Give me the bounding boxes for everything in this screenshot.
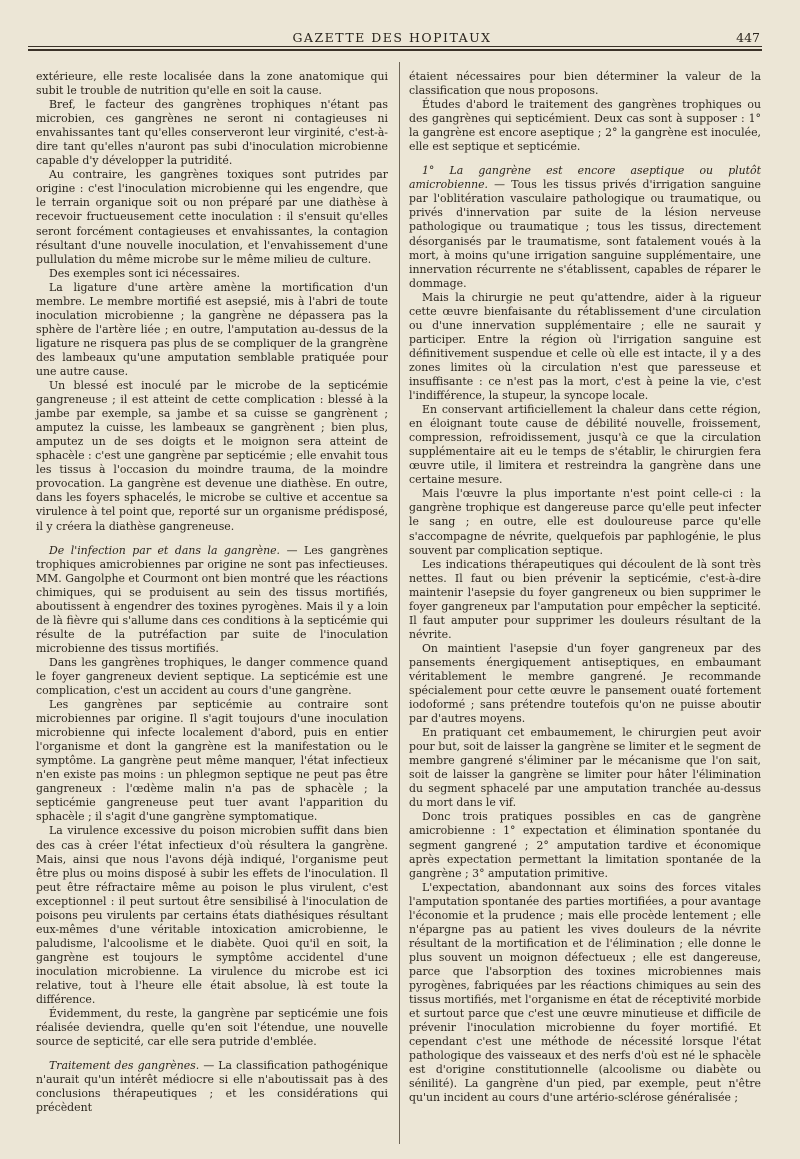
section-heading-traitement: Traitement des gangrènes. [49, 1059, 200, 1073]
paragraph: Dans les gangrènes trophiques, le danger commence quand le foyer gangreneux devient septique. La septicémie est une complication, c'est un accident au cours d'une gangrène. [36, 655, 388, 698]
paragraph-body: — La classification pathogénique n'aurait qu'un intérêt médiocre si elle n'aboutissait pas à des conclusions thérapeutiques ; et les considérations qui précèdent [36, 1059, 388, 1115]
paragraph: Bref, le facteur des gangrènes trophiques n'étant pas microbien, ces gangrènes ne seront ni contagieuses ni envahissantes tant qu'elles conserveront leur virginité, c'est-à-dire tant qu'elles n'auront pas subi d'inoculation microbienne capable d'y développer la putridité. [36, 98, 388, 168]
paragraph: En pratiquant cet embaumement, le chirurgien peut avoir pour but, soit de laisser la gangrène se limiter et le segment de membre gangrené s'éliminer par le mécanisme que l'on sait, soit de laisser la gangrène se limiter pour hâter l'élimination du segment sphacelé par une amputation tranchée au-dessus du mort dans le vif. [409, 726, 761, 810]
left-column [36, 70, 388, 1115]
paragraph: Des exemples sont ici nécessaires. [49, 266, 240, 280]
header-rule-thick [28, 49, 762, 51]
paragraph-body: — Tous les tissus privés d'irrigation sanguine par l'oblitération vasculaire pathologique ou traumatique, ou privés d'innervation par suite de la lésion nerveuse pathologique ou traumatique ; tous les tissus, directement désorganisés par le traumatisme, sont fatalement voués à la mort, à moins qu'une irrigation sanguine supplémentaire, une innervation récurrente ne s'établissent, capables de réparer le dommage. [409, 178, 761, 290]
section-paragraph-traitement [36, 1059, 388, 1115]
paragraph: L'expectation, abandonnant aux soins des forces vitales l'amputation spontanée des parties mortifiées, a pour avantage l'économie et la prudence ; mais elle procède lentement ; elle n'épargne pas au patient les vives douleurs de la névrite résultant de la mortification et de l'élimination ; elle donne le plus souvent un moignon défectueux ; elle est dangereuse, parce que l'absorption des toxines microbiennes mais pyrogènes, fabriquées par les réactions chimiques au sein des tissus mortifiés, met l'organisme en état de réceptivité morbide et surtout parce que c'est une œuvre minutieuse et difficile de prévenir l'inoculation microbienne du foyer mortifié. Et cependant c'est une méthode de nécessité lorsque l'état pathologique des vaisseaux et des nerfs d'où est né le sphacèle est d'origine constitutionnelle (alcoolisme ou diabète ou sénilité). La gangrène d'un pied, par exemple, peut n'être qu'un incident au cours d'une artério-sclérose généralisée ; [409, 880, 761, 1105]
column-divider [399, 62, 400, 1144]
paragraph: Mais l'œuvre la plus importante n'est point celle-ci : la gangrène trophique est dangereuse parce qu'elle peut infecter le sang ; en outre, elle est douloureuse parce qu'elle s'accompagne de névrite, quelquefois par paphlogénie, le plus souvent par complication septique. [409, 487, 761, 557]
paragraph: La virulence excessive du poison microbien suffit dans bien des cas à créer l'état infectieux d'où résultera la gangrène. Mais, ainsi que nous l'avons déjà indiqué, l'organisme peut être plus ou moins disposé à subir les effets de l'inoculation. Il peut être réfractaire même au poison le plus virulent, c'est exceptionnel : il peut surtout être sensibilisé à l'inoculation de poisons peu virulents par certains états diathésiques résultant eux-mêmes d'une véritable intoxication amicrobienne, le paludisme, l'alcoolisme et le diabète. Quoi qu'il en soit, la gangrène est toujours le symptôme accidentel d'une inoculation microbienne. La virulence du microbe est ici relative, tout à l'heure elle était absolue, là est toute la différence. [36, 824, 388, 1007]
page-number: 447 [736, 30, 760, 45]
paragraph: Mais la chirurgie ne peut qu'attendre, aider à la rigueur cette œuvre bienfaisante du rétablissement d'une circulation ou d'une innervation supplémentaire ; elle ne saurait y participer. Entre la région où l'irrigation sanguine est définitivement suspendue et celle où elle est intacte, il y a des zones limites où la circulation n'est que paresseuse et insuffisante : ce n'est pas la mort, c'est à peine la vie, c'est l'indifférence, la stupeur, la syncope locale. [409, 290, 761, 403]
section-paragraph-aseptique [409, 164, 761, 290]
right-column [409, 70, 761, 1105]
paragraph: Les gangrènes par septicémie au contraire sont microbiennes par origine. Il s'agit toujours d'une inoculation microbienne qui infecte localement d'abord, puis en entier l'organisme et dont la gangrène est la manifestation ou le symptôme. La gangrène peut même manquer, l'état infectieux n'en existe pas moins : un phlegmon septique ne peut pas être gangreneux : l'œdème malin n'a pas de sphacèle ; la septicémie gangreneuse peut tuer avant l'apparition du sphacèle ; il s'agit d'une gangrène symptomatique. [36, 698, 388, 824]
paragraph: La ligature d'une artère amène la mortification d'un membre. Le membre mortifié est asepsié, mis à l'abri de toute inoculation microbienne ; la gangrène ne dépassera pas la sphère de l'artère liée ; en outre, l'amputation au-dessus de la ligature ne risquera pas plus de se compliquer de la grangrène des lambeaux qu'une amputation semblable pratiquée pour une autre cause. [36, 280, 388, 378]
paragraph: Études d'abord le traitement des gangrènes trophiques ou des gangrènes qui septicémient. Deux cas sont à supposer : 1° la gangrène est encore aseptique ; 2° la gangrène est inoculée, elle est septique et septicémie. [409, 98, 761, 154]
paragraph: En conservant artificiellement la chaleur dans cette région, en éloignant toute cause de débilité nouvelle, froissement, compression, refroidissement, jusqu'à ce que la circulation supplémentaire ait eu le temps de s'établir, le chirurgien fera œuvre utile, il limitera et restreindra la gangrène dans une certaine mesure. [409, 403, 761, 487]
paragraph: Les indications thérapeutiques qui découlent de là sont très nettes. Il faut ou bien prévenir la septicémie, c'est-à-dire maintenir l'asepsie du foyer gangreneux ou bien supprimer le foyer gangreneux par l'amputation pour empêcher la septicité. Il faut amputer pour supprimer les douleurs résultant de la névrite. [409, 557, 761, 641]
paragraph: Un blessé est inoculé par le microbe de la septicémie gangreneuse ; il est atteint de cette complication : blessé à la jambe par exemple, sa jambe et sa cuisse se gangrènent ; amputez la cuisse, les lambeaux se gangrènent ; bien plus, amputez un de ses doigts et le moignon sera atteint de sphacèle : c'est une gangrène par septicémie ; elle envahit tous les tissus à l'occasion du moindre trauma, de la moindre provocation. La gangrène est devenue une diathèse. En outre, dans les foyers sphacelés, le microbe se cultive et accentue sa virulence à tel point que, reporté sur un organisme prédisposé, il y créera la diathèse gangreneuse. [36, 379, 388, 533]
paragraph-body: — Les gangrènes trophiques amicrobiennes par origine ne sont pas infectieuses. MM. Gangolphe et Courmont ont bien montré que les réactions chimiques, qui se produisent au sein des tissus mortifiés, aboutissent à engendrer des toxines pyrogènes. Mais il y a loin de là fièvre qui s'allume dans ces conditions à la septicémie qui résulte de la putréfaction par suite de l'inoculation microbienne des tissus mortifiés. [36, 543, 388, 655]
section-paragraph-infection [36, 544, 388, 656]
section-heading-infection: De l'infection par et dans la gangrène. [49, 543, 281, 557]
section-heading-aseptique: 1° La gangrène est encore aseptique ou plutôt amicrobienne. [409, 164, 761, 192]
running-title: GAZETTE DES HOPITAUX [292, 30, 492, 45]
paragraph: étaient nécessaires pour bien déterminer la valeur de la classification que nous proposons. [409, 70, 761, 98]
page-header [24, 22, 760, 46]
header-rule-thin [28, 46, 762, 47]
paragraph: On maintient l'asepsie d'un foyer gangreneux par des pansements énergiquement antiseptiques, en embaumant véritablement le membre gangrené. Je recommande spécialement pour cette œuvre le pansement ouaté fortement iodoformé ; sans prétendre toutefois qu'on ne puisse aboutir par d'autres moyens. [409, 641, 761, 726]
paragraph: extérieure, elle reste localisée dans la zone anatomique qui subit le trouble de nutrition qu'elle en soit la cause. [36, 70, 388, 98]
paragraph: Évidemment, du reste, la gangrène par septicémie une fois réalisée deviendra, quelle qu'en soit l'étendue, une nouvelle source de septicité, car elle sera putride d'emblée. [36, 1007, 388, 1049]
paragraph: Au contraire, les gangrènes toxiques sont putrides par origine : c'est l'inoculation microbienne qui les engendre, que le terrain organique soit ou non préparé par une diathèse à recevoir fructueusement cette inoculation : il s'ensuit qu'elles seront forcément contagieuses et envahissantes, la contagion résultant d'une nouvelle inoculation, et l'envahissement d'une pullulation du même microbe sur le même milieu de culture. [36, 168, 388, 266]
paragraph: Donc trois pratiques possibles en cas de gangrène amicrobienne : 1° expectation et élimination spontanée du segment gangrené ; 2° amputation tardive et économique après expectation permettant la limitation spontanée de la gangrène ; 3° amputation primitive. [409, 810, 761, 880]
